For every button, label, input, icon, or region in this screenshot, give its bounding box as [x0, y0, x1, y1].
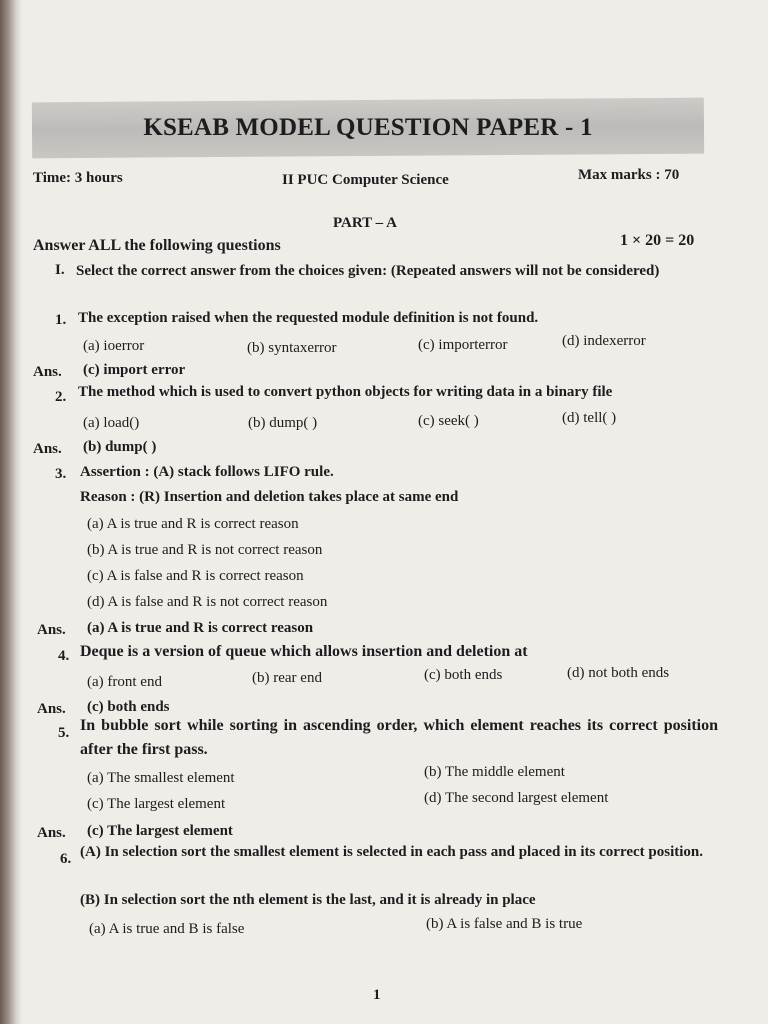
option-b: (b) syntaxerror [247, 340, 337, 356]
question-number: 1. [55, 312, 67, 328]
answer-text: (b) dump( ) [83, 439, 157, 455]
question-number: 4. [58, 648, 70, 664]
statement-a: (A) In selection sort the smallest element is selected in each pass and placed in its correct position. [80, 844, 703, 860]
option-c: (c) seek( ) [418, 413, 479, 429]
question-text: Deque is a version of queue which allows insertion and deletion at [80, 643, 528, 660]
answer-label: Ans. [37, 825, 66, 841]
option-c: (c) The largest element [87, 796, 226, 812]
instruction-text: Answer ALL the following questions [33, 237, 281, 254]
reason-text: Reason : (R) Insertion and deletion takes place at same end [80, 489, 459, 505]
option-a: (a) A is true and B is false [89, 921, 245, 937]
answer-text: (a) A is true and R is correct reason [87, 620, 314, 636]
question-text: In bubble sort while sorting in ascending order, which element reaches its correct position after the first pass. [80, 717, 718, 758]
option-a: (a) ioerror [83, 338, 145, 354]
option-b: (b) rear end [252, 670, 322, 686]
option-a: (a) A is true and R is correct reason [87, 516, 299, 532]
option-b: (b) A is false and B is true [426, 916, 583, 932]
option-c: (c) A is false and R is correct reason [87, 568, 304, 584]
option-d: (d) not both ends [567, 665, 670, 681]
question-number: 3. [55, 466, 67, 482]
answer-text: (c) both ends [87, 699, 170, 715]
answer-label: Ans. [37, 622, 66, 638]
marks-label: 1 × 20 = 20 [620, 232, 695, 249]
question-text: The method which is used to convert python objects for writing data in a binary file [78, 384, 613, 400]
statement-b: (B) In selection sort the nth element is the last, and it is already in place [80, 892, 536, 908]
part-label: PART – A [333, 215, 397, 231]
option-a: (a) The smallest element [87, 770, 235, 786]
option-a: (a) front end [87, 674, 162, 690]
question-number: 5. [58, 725, 70, 741]
answer-text: (c) The largest element [87, 823, 233, 839]
question-number: 2. [55, 389, 67, 405]
max-marks-label: Max marks : 70 [578, 167, 680, 183]
question-text: The exception raised when the requested module definition is not found. [78, 310, 539, 326]
option-b: (b) The middle element [424, 764, 565, 780]
question-number: 6. [60, 851, 72, 867]
option-a: (a) load() [83, 415, 140, 431]
page-number: 1 [373, 987, 381, 1003]
page-title: KSEAB MODEL QUESTION PAPER - 1 [143, 114, 593, 141]
book-binding-shadow [0, 0, 22, 1024]
option-d: (d) indexerror [562, 333, 646, 349]
answer-label: Ans. [33, 364, 62, 380]
option-c: (c) importerror [418, 337, 508, 353]
section-heading: Select the correct answer from the choices given: (Repeated answers will not be considered) [76, 263, 660, 279]
option-b: (b) A is true and R is not correct reason [87, 542, 323, 558]
option-d: (d) A is false and R is not correct reason [87, 594, 328, 610]
subject-label: II PUC Computer Science [282, 172, 449, 188]
option-d: (d) tell( ) [562, 410, 617, 426]
option-c: (c) both ends [424, 667, 503, 683]
section-number: I. [55, 262, 65, 278]
assertion-text: Assertion : (A) stack follows LIFO rule. [80, 464, 334, 480]
option-d: (d) The second largest element [424, 790, 609, 806]
answer-text: (c) import error [83, 362, 186, 378]
answer-label: Ans. [33, 441, 62, 457]
option-b: (b) dump( ) [248, 415, 318, 431]
time-label: Time: 3 hours [33, 170, 123, 186]
answer-label: Ans. [37, 701, 66, 717]
